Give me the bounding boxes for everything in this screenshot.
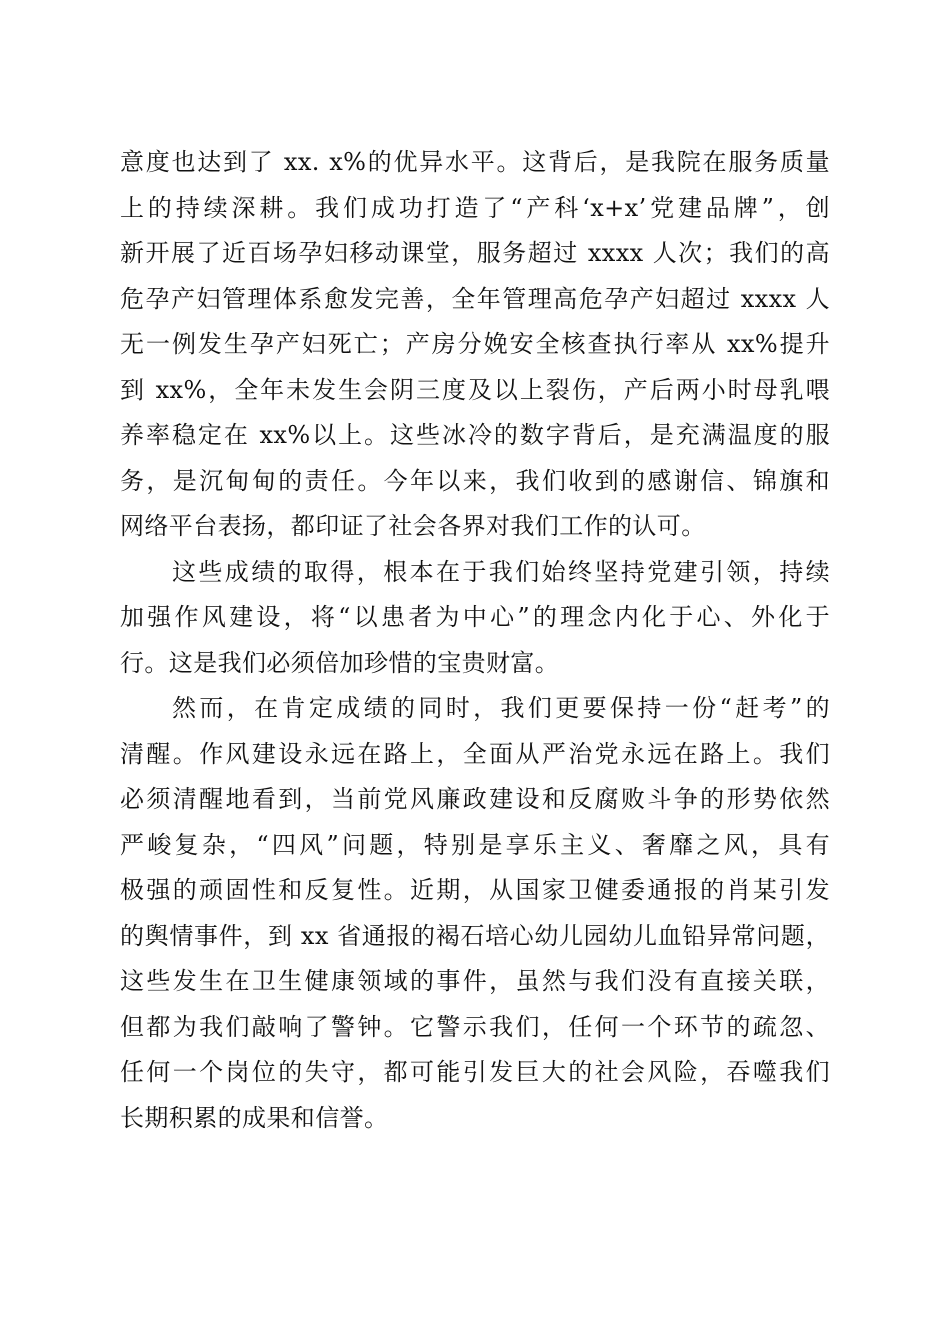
text-line: 这些成绩的取得，根本在于我们始终坚持党建引领，持续	[172, 557, 830, 586]
text-line: 网络平台表扬，都印证了社会各界对我们工作的认可。	[120, 512, 706, 540]
text-line: 养率稳定在 xx%以上。这些冰冷的数字背后，是充满温度的服	[120, 421, 830, 449]
paragraph	[120, 550, 830, 687]
text-line: 长期积累的成果和信誉。	[120, 1103, 389, 1132]
text-line: 上的持续深耕。我们成功打造了“产科‘x+x’党建品牌”，创	[120, 193, 830, 222]
text-line: 危孕产妇管理体系愈发完善，全年管理高危孕产妇超过 xxxx 人	[120, 284, 830, 313]
text-line: 必须清醒地看到，当前党风廉政建设和反腐败斗争的形势依然	[120, 785, 830, 813]
text-line: 但都为我们敲响了警钟。它警示我们，任何一个环节的疏忽、	[120, 1012, 830, 1041]
text-line: 任何一个岗位的失守，都可能引发巨大的社会风险，吞噬我们	[120, 1058, 830, 1086]
body-text	[120, 140, 830, 1141]
text-line: 新开展了近百场孕妇移动课堂，服务超过 xxxx 人次；我们的高	[120, 239, 830, 267]
text-line: 无一例发生孕产妇死亡；产房分娩安全核查执行率从 xx%提升	[120, 330, 830, 358]
text-line: 到 xx%，全年未发生会阴三度及以上裂伤，产后两小时母乳喂	[120, 375, 830, 404]
text-line: 行。这是我们必须倍加珍惜的宝贵财富。	[120, 648, 560, 677]
text-line: 意度也达到了 xx. x%的优异水平。这背后，是我院在服务质量	[120, 148, 830, 176]
text-line: 清醒。作风建设永远在路上，全面从严治党永远在路上。我们	[120, 739, 830, 768]
paragraph	[120, 140, 830, 550]
text-line: 极强的顽固性和反复性。近期，从国家卫健委通报的肖某引发	[120, 876, 830, 904]
text-line: 加强作风建设，将“以患者为中心”的理念内化于心、外化于	[120, 603, 830, 631]
text-line: 严峻复杂，“四风”问题，特别是享乐主义、奢靡之风，具有	[120, 830, 830, 859]
text-line: 的舆情事件，到 xx 省通报的褐石培心幼儿园幼儿血铅异常问题，	[120, 921, 830, 950]
paragraph	[120, 686, 830, 1141]
text-line: 务，是沉甸甸的责任。今年以来，我们收到的感谢信、锦旗和	[120, 466, 830, 495]
text-line: 这些发生在卫生健康领域的事件，虽然与我们没有直接关联，	[120, 967, 830, 995]
text-line: 然而，在肯定成绩的同时，我们更要保持一份“赶考”的	[172, 694, 830, 722]
